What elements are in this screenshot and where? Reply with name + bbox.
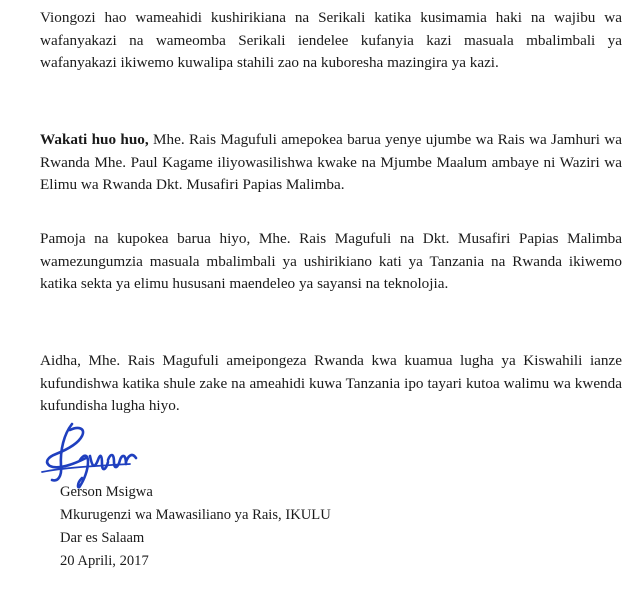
paragraph-1-text: Viongozi hao wameahidi kushirikiana na Serikali katika kusimamia haki na wajibu wa wafanyakazi na wameomba Serikali iendelee kufanyia kazi masuala mbalimbali ya wafanyakazi ikiwemo kuwalipa stahili zao na kuboresha mazingira ya kazi. [40, 9, 622, 72]
signatory-title: Mkurugenzi wa Mawasiliano ya Rais, IKULU [60, 507, 331, 523]
signatory-place: Dar es Salaam [60, 530, 145, 546]
signatory-date: 20 Aprili, 2017 [60, 553, 149, 569]
paragraph-3-text: Pamoja na kupokea barua hiyo, Mhe. Rais Magufuli na Dkt. Musafiri Papias Malimba wamezungumzia masuala mbalimbali ya ushirikiano kati ya Tanzania na Rwanda ikiwemo katika sekta ya elimu hususani maendeleo ya sayansi na teknolojia. [40, 230, 622, 293]
paragraph-2 [40, 129, 622, 197]
paragraph-1 [40, 7, 622, 75]
paragraph-3 [40, 228, 622, 296]
signatory-name: Gerson Msigwa [60, 484, 153, 500]
paragraph-2-lead: Wakati huo huo, [40, 131, 149, 148]
paragraph-4 [40, 350, 622, 418]
paragraph-4-text: Aidha, Mhe. Rais Magufuli ameipongeza Rwanda kwa kuamua lugha ya Kiswahili ianze kufundishwa katika shule zake na ameahidi kuwa Tanzania ipo tayari kutoa walimu wa kwenda kufundisha lugha hiyo. [40, 352, 622, 415]
paragraph-2-text: Mhe. Rais Magufuli amepokea barua yenye ujumbe wa Rais wa Jamhuri wa Rwanda Mhe. Paul Kagame iliyowasilishwa kwake na Mjumbe Maalum ambaye ni Waziri wa Elimu wa Rwanda Dkt. Musafiri Papias Malimba. [40, 131, 623, 194]
